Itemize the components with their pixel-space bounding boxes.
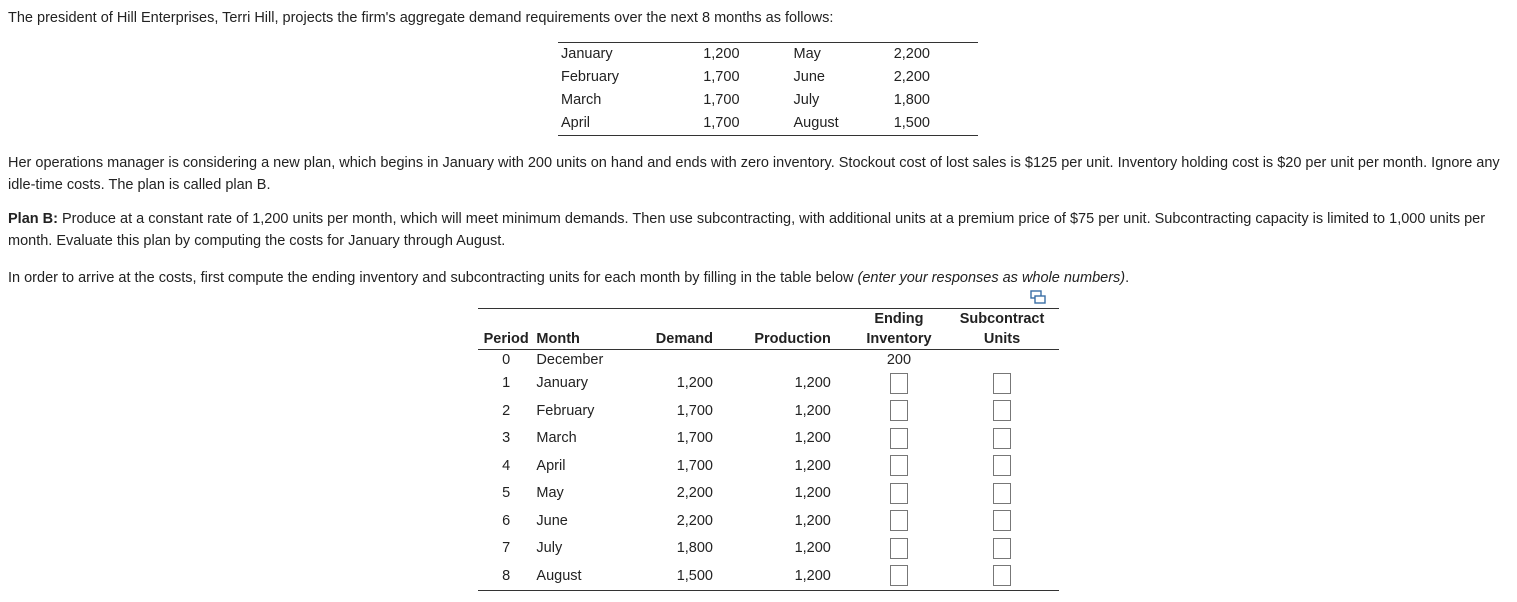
period-cell: 7 [502, 540, 511, 556]
header-demand: Demand [625, 329, 725, 350]
table-row [478, 563, 1059, 591]
month-cell: June [536, 512, 568, 529]
production-cell: 1,200 [794, 512, 831, 529]
demand-cell: 2,200 [676, 485, 713, 501]
subcontract-units-input[interactable] [993, 455, 1011, 476]
period-cell: 2 [502, 402, 511, 419]
plan-b-text: Produce at a constant rate of 1,200 units per month, which will meet minimum demands. Then use subcontracting, with additional units at a premium price of $75 per unit. Subcontracting capacity is limited to 1,000 units per month. Evaluate this plan by computing the costs for January through August. [8, 211, 1486, 249]
demand-cell: 1,800 [676, 540, 713, 556]
month-cell: March [561, 92, 602, 108]
header-row [478, 329, 1059, 350]
header-subcontract-line2: Units [945, 329, 1059, 350]
demand-cell: 1,700 [703, 92, 740, 108]
table-row [478, 480, 1059, 508]
month-cell: August [534, 563, 625, 591]
month-cell: May [793, 46, 821, 62]
demand-cell: 1,700 [703, 69, 740, 85]
period-cell: 1 [502, 375, 511, 391]
demand-cell: 1,700 [676, 430, 713, 446]
subcontract-units-input[interactable] [993, 483, 1011, 504]
demand-cell: 1,500 [625, 563, 725, 591]
instruction-main: In order to arrive at the costs, first compute the ending inventory and subcontracting units for each month by filling in the table below [8, 270, 858, 286]
export-data-icon[interactable] [1030, 290, 1046, 304]
table-row [478, 453, 1059, 481]
table-row [558, 43, 978, 67]
period-cell: 6 [502, 512, 511, 529]
header-period: Period [478, 329, 534, 350]
production-cell: 1,200 [794, 540, 831, 556]
instruction-emphasis: (enter your responses as whole numbers) [857, 270, 1126, 286]
ending-inventory-input[interactable] [890, 400, 908, 421]
production-cell: 1,200 [794, 430, 831, 446]
header-row [478, 309, 1059, 330]
ending-inventory-input[interactable] [890, 455, 908, 476]
production-cell: 1,200 [794, 485, 831, 501]
period-cell: 3 [502, 430, 511, 446]
demand-cell: 1,700 [676, 457, 713, 474]
table-row [558, 66, 978, 89]
subcontract-units-input[interactable] [993, 428, 1011, 449]
month-cell: March [536, 430, 577, 446]
header-ending-line1: Ending [853, 309, 945, 330]
table-row [478, 425, 1059, 453]
plan-b-table [478, 308, 1059, 591]
ending-inventory-input[interactable] [890, 373, 908, 394]
table-row [478, 350, 1059, 371]
table-row [478, 535, 1059, 563]
month-cell: January [536, 375, 588, 391]
demand-cell: 1,800 [893, 92, 930, 108]
demand-cell: 2,200 [893, 69, 930, 85]
production-cell: 1,200 [794, 457, 831, 474]
table-row [558, 89, 978, 112]
month-cell: May [536, 485, 564, 501]
table-row [478, 370, 1059, 398]
table-row [478, 398, 1059, 426]
intro-text: The president of Hill Enterprises, Terri Hill, projects the firm's aggregate demand requirements over the next 8 months as follows: [8, 10, 834, 26]
subcontract-units-input[interactable] [993, 373, 1011, 394]
demand-requirements-table [558, 42, 978, 136]
ending-inventory-input[interactable] [890, 483, 908, 504]
ending-inventory-input[interactable] [890, 565, 908, 586]
demand-cell: 2,200 [676, 512, 713, 529]
period-cell: 4 [502, 457, 511, 474]
month-cell: January [561, 46, 613, 62]
header-ending-line2: Inventory [853, 329, 945, 350]
demand-cell: 1,500 [893, 115, 930, 131]
subcontract-units-input[interactable] [993, 400, 1011, 421]
month-cell: December [536, 352, 604, 368]
month-cell: April [561, 115, 591, 131]
period-cell: 8 [478, 563, 534, 591]
month-cell: August [793, 115, 839, 131]
instruction-text [8, 267, 1513, 289]
month-cell: July [793, 92, 820, 108]
subcontract-units-input[interactable] [993, 538, 1011, 559]
table-row [478, 508, 1059, 536]
month-cell: February [561, 69, 620, 85]
production-cell: 1,200 [794, 375, 831, 391]
plan-description: Her operations manager is considering a new plan, which begins in January with 200 units on hand and ends with zero inventory. Stockout cost of lost sales is $125 per unit. Inventory holding cost is $20 per unit per month. Ignore any idle-time costs. The plan is called plan B. [8, 155, 1500, 193]
production-cell: 1,200 [725, 563, 853, 591]
plan-b-description [8, 208, 1513, 252]
header-subcontract-line1: Subcontract [945, 309, 1059, 330]
period-cell: 0 [502, 352, 511, 368]
header-production: Production [725, 329, 853, 350]
production-cell: 1,200 [794, 402, 831, 419]
demand-cell: 1,700 [676, 402, 713, 419]
month-cell: June [793, 69, 825, 85]
month-cell: February [536, 402, 595, 419]
month-cell: April [536, 457, 566, 474]
subcontract-units-input[interactable] [993, 510, 1011, 531]
ending-inventory-input[interactable] [890, 538, 908, 559]
period-cell: 5 [502, 485, 511, 501]
demand-cell: 1,700 [703, 115, 740, 131]
demand-cell: 1,200 [676, 375, 713, 391]
subcontract-units-input[interactable] [993, 565, 1011, 586]
instruction-end: . [1125, 270, 1130, 286]
ending-inventory-input[interactable] [890, 510, 908, 531]
demand-cell: 2,200 [893, 46, 930, 62]
plan-b-label: Plan B: [8, 211, 58, 227]
header-month: Month [534, 329, 625, 350]
ending-inventory-input[interactable] [890, 428, 908, 449]
initial-inventory-cell: 200 [886, 352, 912, 368]
month-cell: July [536, 540, 563, 556]
demand-cell: 1,200 [703, 46, 740, 62]
table-row [558, 112, 978, 136]
